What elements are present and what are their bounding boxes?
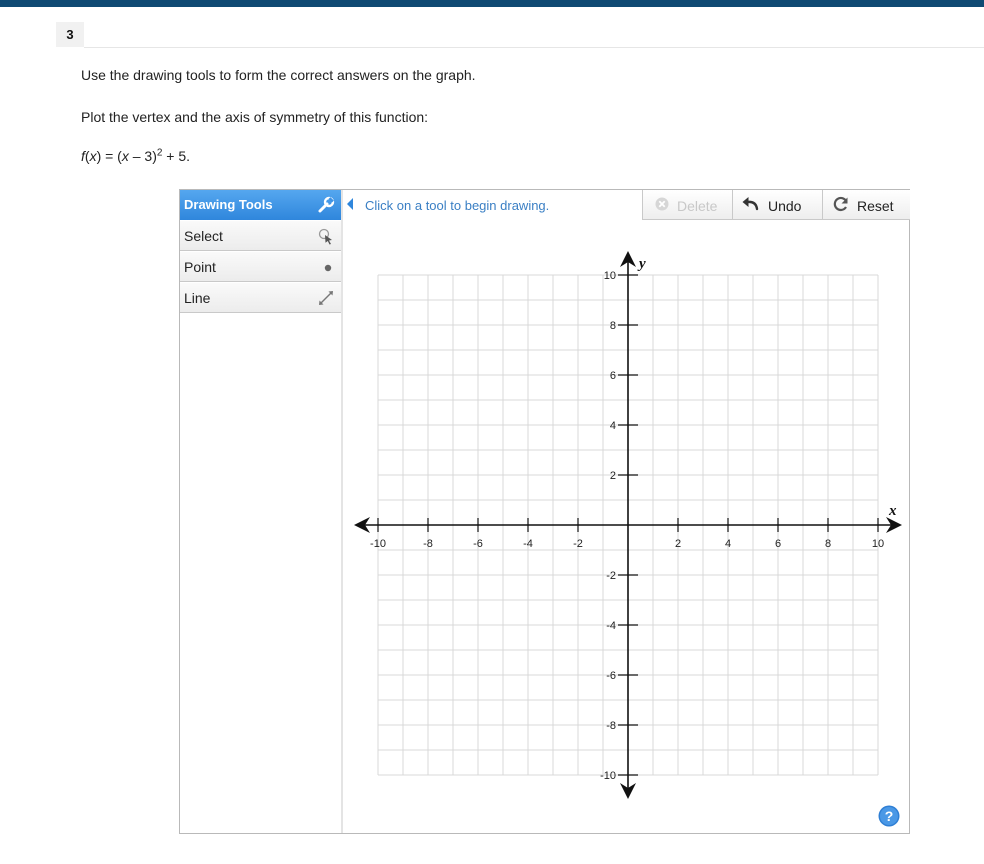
select-cursor-icon: [317, 227, 335, 245]
tool-line-label: Line: [184, 290, 211, 306]
y-axis-label: y: [639, 256, 646, 272]
reset-refresh-icon: [832, 195, 850, 213]
top-banner: [0, 0, 984, 7]
x-tick-label: 10: [871, 538, 885, 550]
y-tick-label: 8: [609, 320, 616, 332]
coordinate-plane[interactable]: [342, 248, 908, 808]
delete-x-circle-icon: [653, 195, 671, 213]
fn-exponent: 2: [156, 147, 163, 159]
reset-label: Reset: [857, 198, 894, 214]
tool-point-label: Point: [184, 259, 216, 275]
delete-button[interactable]: [642, 190, 732, 220]
tool-line[interactable]: [180, 283, 341, 313]
line-arrows-icon: [317, 289, 335, 307]
fn-rest: – 3): [128, 148, 157, 164]
collapse-arrow-icon[interactable]: [347, 198, 353, 210]
y-tick-label: 4: [609, 420, 616, 432]
fn-tail: + 5.: [162, 148, 191, 164]
x-tick-label: -2: [573, 538, 583, 550]
tool-select[interactable]: [180, 221, 341, 251]
tool-select-label: Select: [184, 228, 223, 244]
x-tick-label: -10: [370, 538, 386, 550]
y-tick-label: -10: [600, 770, 616, 782]
y-tick-label: 2: [609, 470, 616, 482]
status-message: Click on a tool to begin drawing.: [365, 198, 550, 213]
x-tick-label: -4: [523, 538, 533, 550]
instruction-text: Use the drawing tools to form the correct answers on the graph.: [81, 67, 476, 83]
divider: [84, 47, 984, 48]
y-tick-label: -4: [606, 620, 616, 632]
status-bar: [343, 190, 909, 220]
prompt-text: Plot the vertex and the axis of symmetry of this function:: [81, 109, 429, 125]
drawing-tools-title: Drawing Tools: [184, 197, 273, 212]
x-tick-label: 6: [774, 538, 782, 550]
y-tick-label: 10: [603, 270, 616, 282]
drawing-tools-header: [180, 190, 341, 220]
fn-var: x: [89, 148, 97, 164]
fn-mid: ) = (: [96, 148, 122, 164]
y-tick-label: -6: [606, 670, 616, 682]
delete-label: Delete: [677, 198, 718, 214]
tool-point[interactable]: [180, 252, 341, 282]
x-tick-label: 2: [674, 538, 682, 550]
axes: [354, 251, 902, 799]
undo-label: Undo: [768, 198, 802, 214]
reset-button[interactable]: [822, 190, 910, 220]
x-tick-label: 4: [724, 538, 732, 550]
svg-text:?: ?: [884, 808, 894, 824]
fn-open: (: [84, 148, 90, 164]
question-number: 3: [56, 22, 84, 47]
drawing-tools-panel: [180, 190, 342, 833]
wrench-icon: [317, 196, 335, 214]
fn-name: f: [81, 148, 85, 164]
y-tick-label: -8: [606, 720, 616, 732]
x-tick-label: -6: [473, 538, 483, 550]
x-tick-marks: [370, 518, 884, 550]
help-icon[interactable]: [878, 805, 900, 827]
y-tick-marks: [600, 270, 638, 782]
function-expression: [81, 148, 190, 164]
x-tick-label: 8: [824, 538, 832, 550]
undo-arrow-icon: [741, 195, 759, 213]
y-tick-label: -2: [606, 570, 616, 582]
y-tick-label: 6: [609, 370, 616, 382]
x-axis-label: x: [889, 503, 897, 519]
undo-button[interactable]: [732, 190, 822, 220]
fn-var-2: x: [121, 148, 129, 164]
point-dot-icon: [317, 258, 335, 276]
x-tick-label: -8: [423, 538, 433, 550]
